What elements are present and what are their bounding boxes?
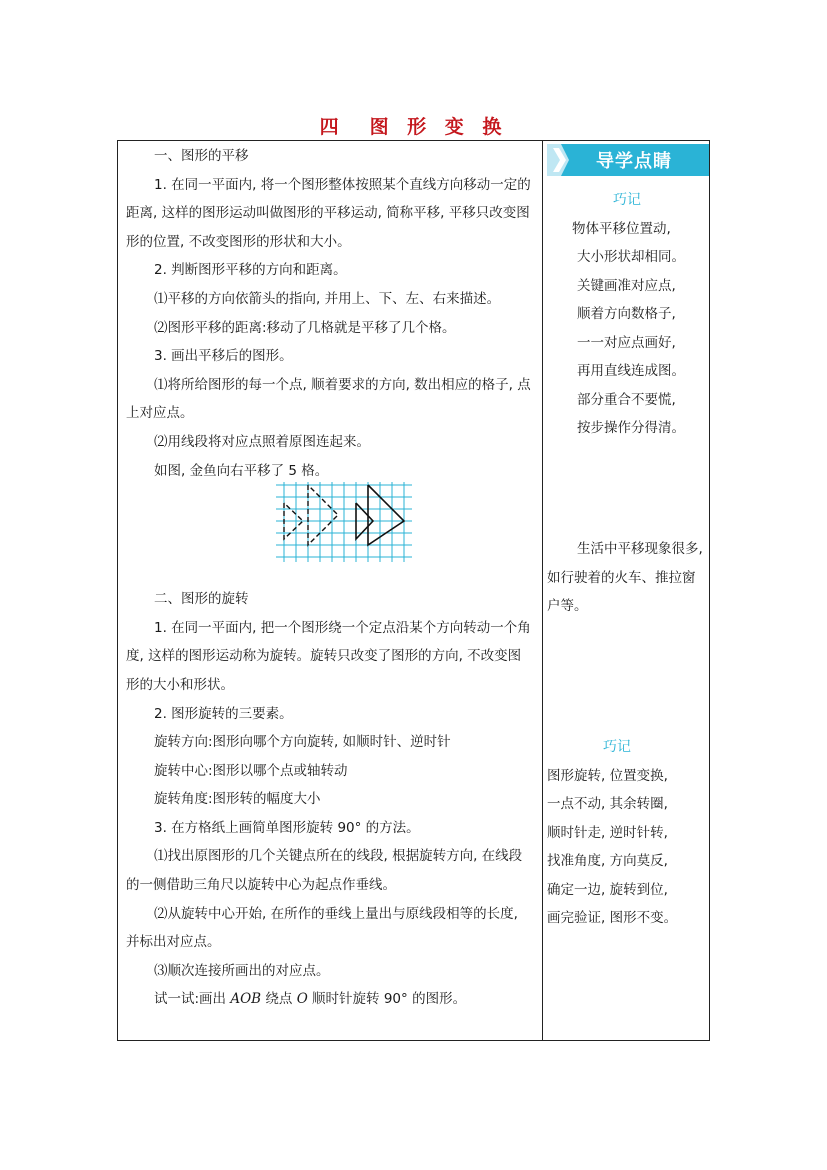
poem-line: 图形旋转, 位置变换,	[547, 767, 668, 784]
section-heading-translation: 一、图形的平移	[154, 148, 249, 164]
paragraph: 3. 画出平移后的图形。	[154, 348, 293, 365]
column-divider	[542, 140, 543, 1041]
text: 试一试:画出	[154, 991, 231, 1008]
paragraph: 1. 在同一平面内, 将一个图形整体按照某个直线方向移动一定的距离, 这样的图形运动叫做图形的平移运动, 简称平移, 平移只改变图形的位置, 不改变图形的形状和大小。	[126, 176, 531, 250]
paragraph: ⑵从旋转中心开始, 在所作的垂线上量出与原线段相等的长度, 并标出对应点。	[126, 905, 518, 951]
poem-line: 再用直线连成图。	[577, 363, 685, 379]
text: 顺时针旋转 90° 的图形。	[307, 991, 467, 1008]
poem-line: 按步操作分得清。	[577, 420, 685, 436]
angle-label: AOB	[230, 991, 262, 1008]
poem-line: 画完验证, 图形不变。	[547, 910, 678, 926]
original-fish	[284, 485, 338, 545]
side-note: 生活中平移现象很多, 如行驶着的火车、推拉窗户等。	[547, 541, 703, 614]
text: 绕点	[261, 991, 297, 1008]
paragraph: ⑴平移的方向依箭头的指向, 并用上、下、左、右来描述。	[154, 290, 501, 307]
mnemonic-block-1	[547, 186, 707, 443]
poem-line: 一点不动, 其余转圈,	[547, 796, 668, 812]
paragraph: ⑶顺次连接所画出的对应点。	[154, 962, 330, 979]
mnemonic-block-2	[547, 733, 707, 933]
paragraph: 2. 图形旋转的三要素。	[154, 705, 293, 722]
section-heading-rotation: 二、图形的旋转	[154, 591, 249, 608]
point-label: O	[296, 991, 308, 1008]
mnemonic-title: 巧记	[613, 192, 641, 208]
paragraph: ⑵用线段将对应点照着原图连起来。	[154, 433, 370, 450]
paragraph: 旋转中心:图形以哪个点或轴转动	[154, 762, 348, 779]
paragraph-try-it	[126, 985, 534, 1014]
paragraph: 3. 在方格纸上画简单图形旋转 90° 的方法。	[154, 819, 420, 836]
poem-line: 部分重合不要慌,	[577, 391, 676, 408]
goldfish-translation-figure	[276, 482, 412, 562]
paragraph: ⑴找出原图形的几个关键点所在的线段, 根据旋转方向, 在线段的一侧借助三角尺以旋转中心为起点作垂线。	[126, 848, 523, 894]
paragraph: 旋转方向:图形向哪个方向旋转, 如顺时针、逆时针	[154, 734, 451, 751]
poem-line: 物体平移位置动,	[572, 220, 671, 237]
poem-line: 找准角度, 方向莫反,	[547, 853, 668, 869]
poem-line: 大小形状却相同。	[577, 249, 685, 265]
mnemonic-title: 巧记	[603, 739, 631, 755]
main-column	[126, 142, 534, 1014]
paragraph: ⑴将所给图形的每一个点, 顺着要求的方向, 数出相应的格子, 点上对应点。	[126, 376, 531, 422]
poem-line: 顺着方向数格子,	[577, 306, 676, 322]
poem-line: 顺时针走, 逆时针转,	[547, 824, 668, 841]
paragraph: 旋转角度:图形转的幅度大小	[154, 791, 321, 808]
poem-line: 一一对应点画好,	[577, 334, 676, 351]
paragraph: 如图, 金鱼向右平移了 5 格。	[154, 462, 329, 479]
paragraph: 2. 判断图形平移的方向和距离。	[154, 262, 347, 279]
paragraph: 1. 在同一平面内, 把一个图形绕一个定点沿某个方向转动一个角度, 这样的图形运动称为旋转。旋转只改变了图形的方向, 不改变图形的大小和形状。	[126, 619, 531, 693]
banner-title: 导学点睛	[596, 151, 672, 172]
poem-line: 确定一边, 旋转到位,	[547, 881, 668, 898]
page-title: 四 图 形 变 换	[319, 116, 508, 138]
paragraph: ⑵图形平移的距离:移动了几格就是平移了几个格。	[154, 319, 456, 336]
poem-line: 关键画准对应点,	[577, 277, 676, 294]
